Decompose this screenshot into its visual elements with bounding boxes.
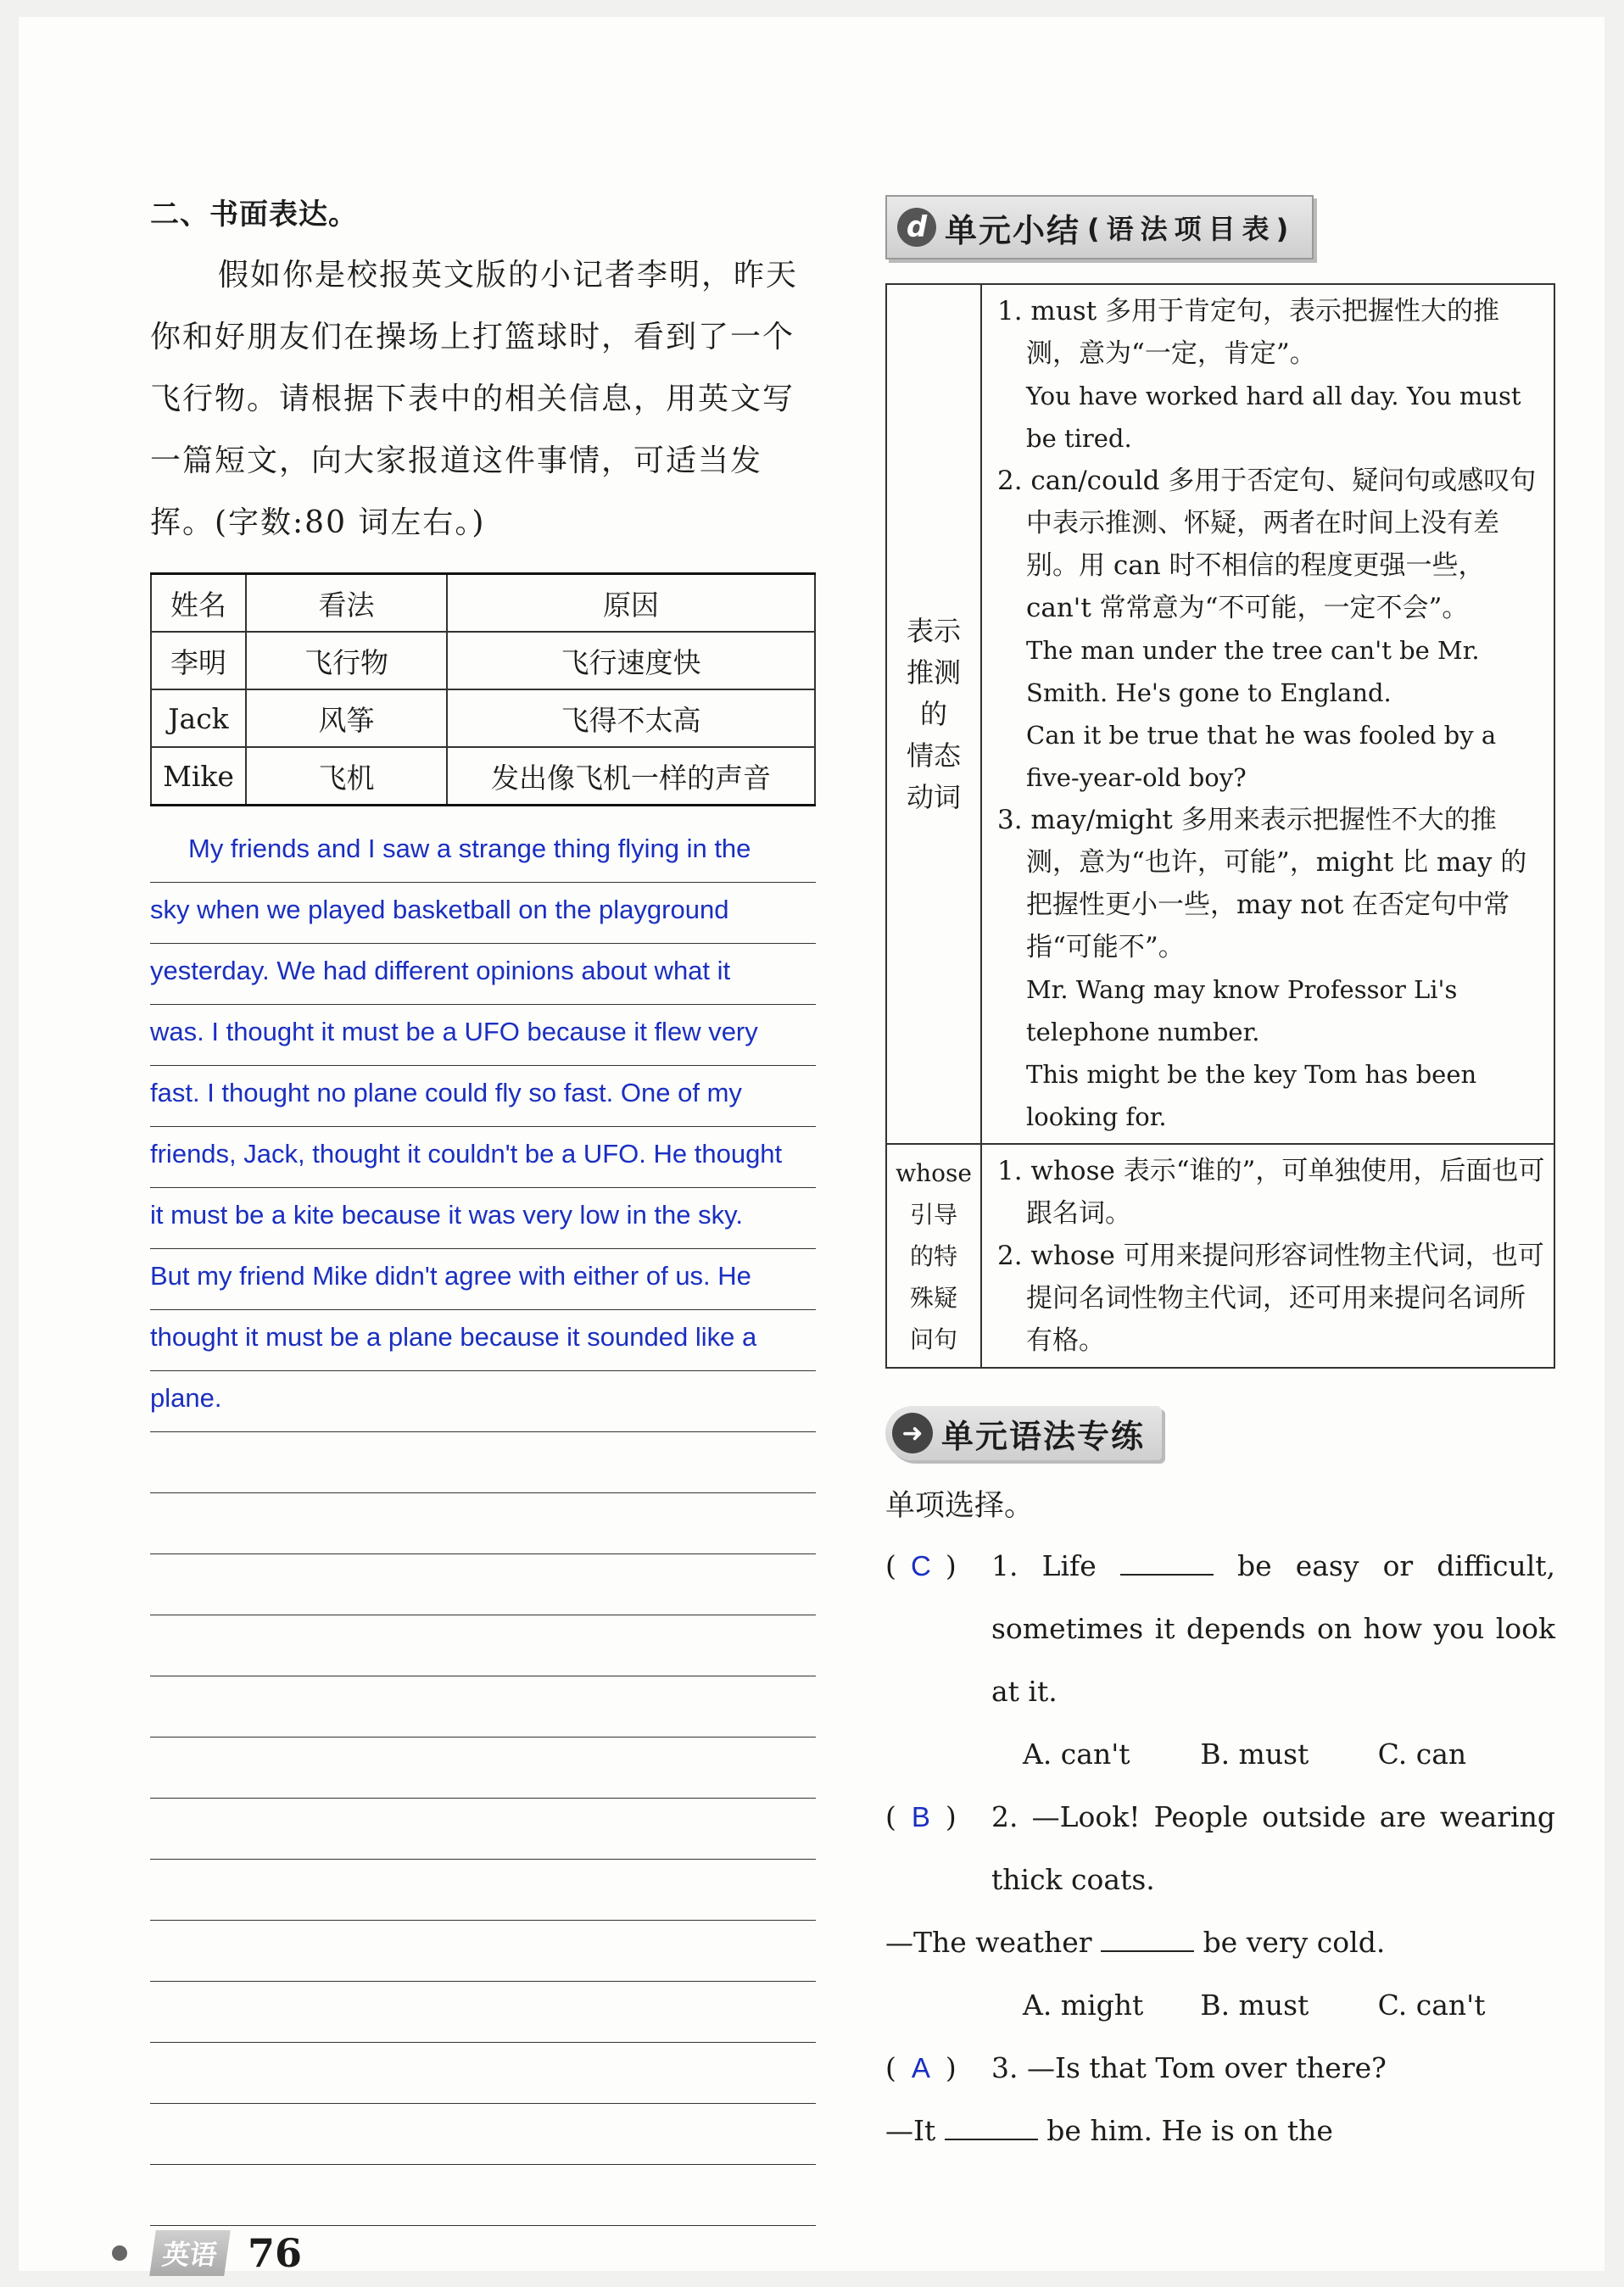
practice-subtitle: 单项选择。 — [885, 1489, 1035, 1523]
table-cell: 飞机 — [246, 747, 447, 806]
practice-header — [885, 1406, 1162, 1460]
answer-line — [150, 1921, 816, 1982]
info-table — [150, 572, 816, 806]
grammar-row — [886, 284, 1554, 1144]
table-cell: 飞得不太高 — [447, 689, 815, 747]
question-text: —It — [885, 2114, 936, 2147]
question-text: be very cold. — [1203, 1926, 1386, 1959]
answer-line: yesterday. We had different opinions about what it — [150, 944, 816, 1005]
answer-line — [150, 1493, 816, 1554]
writing-prompt: 假如你是校报英文版的小记者李明，昨天你和好朋友们在操场上打篮球时，看到了一个飞行物。请根据下表中的相关信息，用英文写一篇短文，向大家报道这件事情，可适当发挥。(字数:80 词左右。) — [150, 258, 799, 540]
category-line: 表示 — [906, 614, 961, 647]
category-line: 动词 — [906, 780, 961, 813]
option: B. must — [1200, 1989, 1309, 2022]
answer-line — [150, 1982, 816, 2043]
table-cell: 风筝 — [246, 689, 447, 747]
option: C. can — [1377, 1738, 1467, 1771]
question-3 — [885, 2037, 1555, 2100]
bullet-icon — [112, 2245, 127, 2261]
grammar-point: 2. whose 可用来提问形容词性物主代词，也可提问名词性物主代词，还可用来提问名词所有格。 — [997, 1241, 1544, 1356]
answer-bracket: ( C ) — [885, 1535, 991, 1598]
answer-line — [150, 2165, 816, 2226]
table-header-row — [151, 574, 815, 633]
table-cell: 飞行速度快 — [447, 632, 815, 689]
answer-line: My friends and I saw a strange thing flying in the — [150, 822, 816, 883]
answer-line — [150, 2104, 816, 2165]
table-cell: 李明 — [151, 632, 246, 689]
grammar-row — [886, 1144, 1554, 1368]
grammar-example: The man under the tree can't be Mr. Smith. He's gone to England. — [1026, 636, 1480, 707]
answer-letter: A — [911, 2052, 930, 2083]
grammar-point: 1. whose 表示“谁的”，可单独使用，后面也可跟名词。 — [997, 1156, 1545, 1229]
grammar-example: Can it be true that he was fooled by a five-year-old boy? — [1026, 721, 1497, 792]
page-number: 76 — [248, 2230, 303, 2276]
answer-bracket: ( B ) — [885, 1786, 991, 1849]
grammar-point: 3. may/might 多用来表示把握性不大的推测，意为“也许，可能”，might 比 may 的把握性更小一些，may not 在否定句中常指“可能不”。 — [997, 805, 1527, 962]
d-badge-icon: d — [897, 208, 936, 247]
question-2-reply — [885, 1911, 1555, 1974]
grammar-category — [886, 1144, 981, 1368]
summary-section — [885, 195, 1555, 2162]
answer-bracket: ( A ) — [885, 2037, 991, 2100]
category-line: 推测 — [906, 655, 961, 689]
answer-blank — [1101, 1922, 1194, 1952]
answer-lines — [150, 822, 816, 2226]
grammar-example: You have worked hard all day. You must be tired. — [1026, 382, 1521, 453]
writing-section — [150, 191, 816, 2226]
question-text: 3. —Is that Tom over there? — [991, 2051, 1387, 2084]
answer-line — [150, 2043, 816, 2104]
answer-line — [150, 1738, 816, 1799]
question-2 — [885, 1786, 1555, 1911]
table-cell: 发出像飞机一样的声音 — [447, 747, 815, 806]
category-line: 引导 — [909, 1200, 957, 1229]
options-q1 — [1023, 1723, 1555, 1786]
option: B. must — [1200, 1738, 1309, 1771]
grammar-content — [981, 284, 1554, 1144]
grammar-example: Mr. Wang may know Professor Li's telephone number. — [1026, 975, 1458, 1046]
table-row — [151, 632, 815, 689]
answer-line — [150, 1432, 816, 1493]
grammar-category — [886, 284, 981, 1144]
question-text: —The weather — [885, 1926, 1092, 1959]
option: A. might — [1023, 1989, 1144, 2022]
practice-title: 单元语法专练 — [941, 1417, 1146, 1455]
answer-letter: B — [911, 1801, 930, 1832]
question-text: 1. Life — [991, 1549, 1097, 1582]
answer-line: it must be a kite because it was very low in the sky. — [150, 1188, 816, 1249]
answer-line — [150, 1799, 816, 1860]
answer-line: plane. — [150, 1371, 816, 1432]
question-3-reply — [885, 2100, 1555, 2162]
category-line: 殊疑 — [909, 1283, 957, 1312]
answer-line: was. I thought it must be a UFO because it flew very — [150, 1005, 816, 1066]
option: C. can't — [1377, 1989, 1486, 2022]
grammar-example: This might be the key Tom has been looking for. — [1026, 1060, 1477, 1131]
category-line: 的 — [919, 697, 947, 730]
answer-line: fast. I thought no plane could fly so fast. One of my — [150, 1066, 816, 1127]
answer-line: But my friend Mike didn't agree with either of us. He — [150, 1249, 816, 1310]
answer-blank — [945, 2110, 1038, 2140]
answer-line — [150, 1860, 816, 1921]
answer-line — [150, 1554, 816, 1615]
summary-header — [885, 195, 1314, 259]
grammar-point: 1. must 多用于肯定句，表示把握性大的推测，意为“一定，肯定”。 — [997, 296, 1500, 369]
grammar-content — [981, 1144, 1554, 1368]
table-row — [151, 689, 815, 747]
question-1 — [885, 1535, 1555, 1723]
subject-badge: 英语 — [149, 2230, 231, 2276]
question-text: be him. He is on the — [1046, 2114, 1333, 2147]
category-line: 问句 — [909, 1325, 957, 1353]
category-line: 的特 — [909, 1241, 957, 1270]
category-line: whose — [896, 1158, 972, 1187]
answer-line — [150, 1676, 816, 1738]
answer-letter: C — [910, 1550, 931, 1581]
table-header: 姓名 — [151, 574, 246, 633]
summary-title: 单元小结 — [945, 211, 1081, 249]
answer-line: thought it must be a plane because it sounded like a — [150, 1310, 816, 1371]
table-header: 原因 — [447, 574, 815, 633]
grammar-table — [885, 283, 1555, 1369]
question-text: 2. —Look! People outside are wearing thick coats. — [991, 1800, 1555, 1896]
table-cell: Jack — [151, 689, 246, 747]
table-row — [151, 747, 815, 806]
table-header: 看法 — [246, 574, 447, 633]
writing-title: 二、书面表达。 — [150, 198, 358, 231]
question-text: be easy or difficult, sometimes it depends on how you look at it. — [991, 1549, 1556, 1708]
table-cell: Mike — [151, 747, 246, 806]
summary-subtitle: (语法项目表) — [1087, 213, 1296, 245]
category-line: 情态 — [906, 739, 961, 772]
page-footer — [112, 2230, 302, 2276]
answer-line — [150, 1615, 816, 1676]
page — [19, 17, 1604, 2276]
grammar-point: 2. can/could 多用于否定句、疑问句或感叹句中表示推测、怀疑，两者在时间上没有差别。用 can 时不相信的程度更强一些，can't 常常意为“不可能，一定不会”。 — [997, 466, 1537, 623]
answer-blank — [1120, 1545, 1214, 1576]
arrow-icon: ➜ — [892, 1413, 933, 1453]
answer-line: sky when we played basketball on the playground — [150, 883, 816, 944]
answer-line: friends, Jack, thought it couldn't be a UFO. He thought — [150, 1127, 816, 1188]
option: A. can't — [1023, 1738, 1130, 1771]
table-cell: 飞行物 — [246, 632, 447, 689]
options-q2 — [1023, 1974, 1555, 2037]
